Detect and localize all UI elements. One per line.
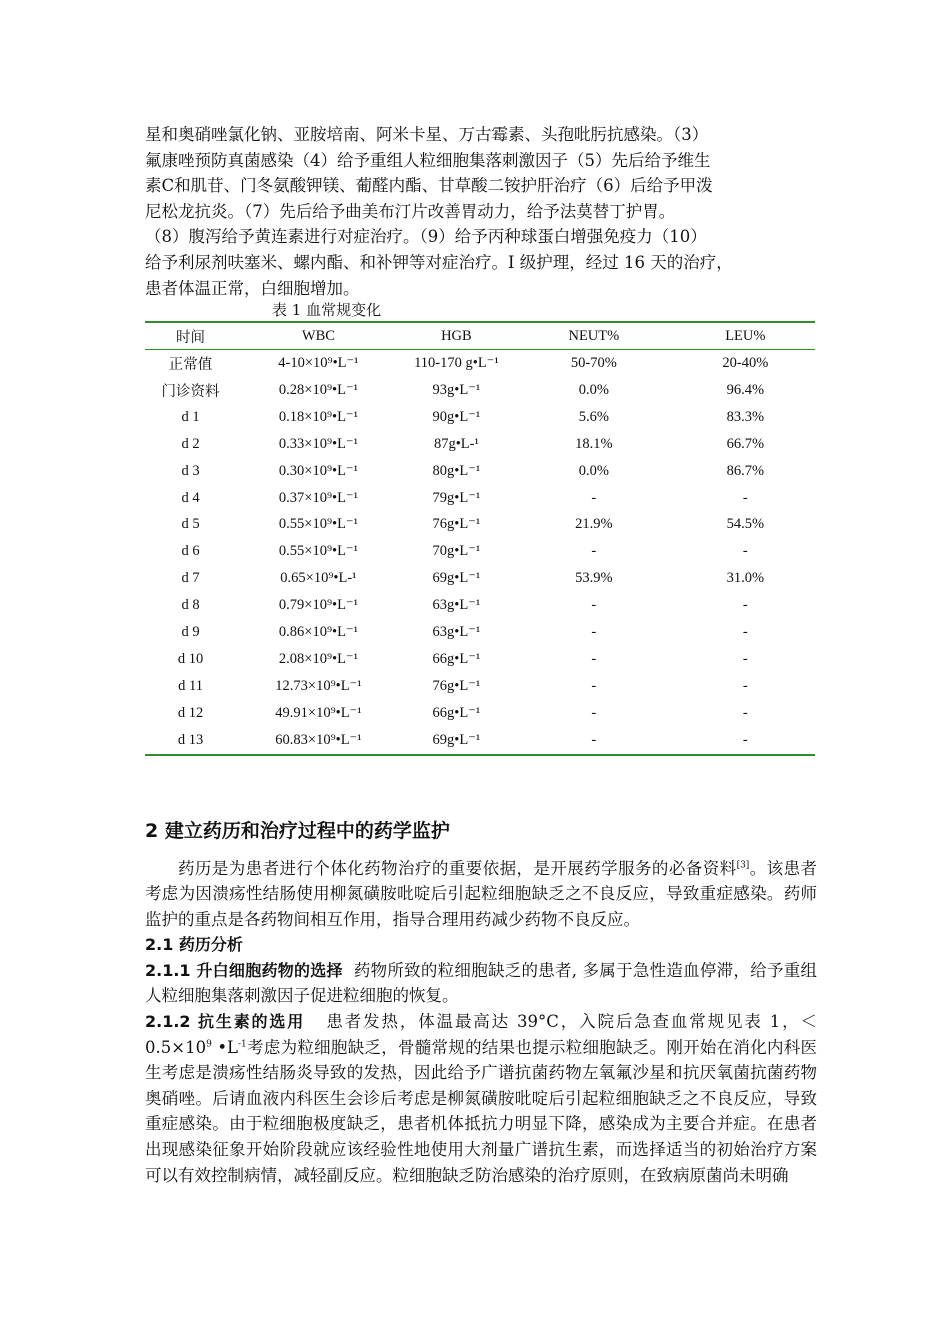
wbc-cell: 0.79×10⁹•L⁻¹ bbox=[278, 597, 358, 614]
hgb-cell: 110-170 g•L⁻¹ bbox=[414, 355, 499, 372]
intro-line: 星和奥硝唑氯化钠、亚胺培南、阿米卡星、万古霉素、头孢吡肟抗感染。（3） bbox=[145, 125, 709, 144]
time-cell: d 3 bbox=[181, 462, 200, 479]
hgb-cell: 80g•L⁻¹ bbox=[432, 462, 481, 479]
hgb-cell: 69g•L⁻¹ bbox=[432, 570, 481, 587]
wbc-cell: 0.86×10⁹•L⁻¹ bbox=[278, 624, 358, 640]
exponent: -1 bbox=[238, 1039, 247, 1050]
para1-text-b: 。该患者考虑为因溃疡性结肠使用柳氮磺胺吡啶后引起粒细胞缺乏之不良反应，导致重症感染。药师监护的重点是各药物间相互作用，指导合理用药减少药物不良反应。 bbox=[145, 858, 818, 929]
hgb-cell: 63g•L⁻¹ bbox=[432, 597, 481, 614]
table-row bbox=[145, 458, 815, 485]
hgb-cell: 63g•L⁻¹ bbox=[432, 624, 481, 640]
hgb-cell: 69g•L⁻¹ bbox=[432, 731, 481, 748]
leu-cell: - bbox=[742, 704, 748, 721]
neut-cell: - bbox=[591, 650, 597, 667]
hgb-cell: 66g•L⁻¹ bbox=[432, 650, 481, 667]
table-row bbox=[145, 673, 815, 700]
header-leu: LEU% bbox=[676, 322, 815, 350]
time-cell: d 4 bbox=[181, 489, 200, 506]
neut-cell: - bbox=[591, 597, 597, 614]
neut-cell: - bbox=[591, 543, 597, 560]
header-time: 时间 bbox=[145, 322, 236, 350]
citation-ref: [3] bbox=[736, 860, 750, 871]
hgb-cell: 70g•L⁻¹ bbox=[432, 543, 481, 560]
wbc-cell: 49.91×10⁹•L⁻¹ bbox=[275, 704, 362, 721]
table-header-row bbox=[145, 322, 815, 350]
neut-cell: - bbox=[591, 489, 597, 506]
neut-cell: 0.0% bbox=[578, 381, 609, 398]
wbc-cell: 2.08×10⁹•L⁻¹ bbox=[278, 650, 358, 667]
leu-cell: - bbox=[742, 650, 748, 667]
neut-cell: - bbox=[591, 704, 597, 721]
table-row bbox=[145, 485, 815, 512]
neut-cell: - bbox=[591, 677, 597, 694]
intro-line: 患者体温正常，白细胞增加。 bbox=[145, 278, 360, 298]
table-row bbox=[145, 350, 815, 377]
table-row bbox=[145, 700, 815, 727]
subsection-2-1-2-lead: 2.1.2 抗生素的选用 bbox=[145, 1012, 306, 1032]
leu-cell: 96.4% bbox=[726, 381, 765, 398]
table-row bbox=[145, 592, 815, 619]
intro-line: （8）腹泻给予黄连素进行对症治疗。（9）给予丙种球蛋白增强免疫力（10） bbox=[145, 227, 707, 247]
hgb-cell: 93g•L⁻¹ bbox=[432, 381, 481, 398]
header-neut: NEUT% bbox=[512, 322, 676, 350]
subsection-2-1-2-text-c: 考虑为粒细胞缺乏，骨髓常规的结果也提示粒细胞缺乏。刚开始在消化内科医生考虑是溃疡性结肠炎导致的发热，因此给予广谱抗菌药物左氧氟沙星和抗厌氧菌抗菌药物奥硝唑。后请血液内科医生会诊后考虑是柳氮磺胺吡啶后引起粒细胞缺乏之不良反应，导致重症感染。由于粒细胞极度缺乏，患者机体抵抗力明显下降，感染成为主要合并症。在患者出现感染征象开始阶段就应该经验性地使用大剂量广谱抗生素，而选择适当的初始治疗方案可以有效控制病情，减轻副反应。粒细胞缺乏防治感染的治疗原则，在致病原菌尚未明确 bbox=[145, 1037, 818, 1185]
leu-cell: - bbox=[742, 731, 748, 748]
table-row bbox=[145, 727, 815, 755]
wbc-cell: 0.37×10⁹•L⁻¹ bbox=[278, 489, 358, 506]
wbc-cell: 0.33×10⁹•L⁻¹ bbox=[278, 435, 358, 452]
leu-cell: - bbox=[742, 624, 748, 640]
wbc-cell: 0.55×10⁹•L⁻¹ bbox=[278, 516, 358, 533]
hgb-cell: 76g•L⁻¹ bbox=[432, 516, 481, 533]
intro-paragraph bbox=[145, 122, 817, 301]
exponent: 9 bbox=[206, 1039, 212, 1050]
subsection-2-1-1-paragraph bbox=[145, 958, 817, 1009]
hgb-cell: 87g•L-¹ bbox=[433, 435, 479, 452]
leu-cell: 83.3% bbox=[726, 408, 765, 425]
time-cell: d 12 bbox=[177, 704, 204, 721]
intro-line: 氟康唑预防真菌感染（4）给予重组人粒细胞集落刺激因子（5）先后给予维生 bbox=[145, 150, 711, 170]
table-row bbox=[145, 646, 815, 673]
neut-cell: 50-70% bbox=[570, 355, 617, 372]
leu-cell: - bbox=[742, 597, 748, 614]
wbc-cell: 60.83×10⁹•L⁻¹ bbox=[275, 731, 362, 748]
intro-line: 给予利尿剂呋塞米、螺内酯、和补钾等对症治疗。I 级护理，经过 16 天的治疗， bbox=[145, 252, 733, 272]
leu-cell: - bbox=[742, 489, 748, 506]
intro-line: 素C和肌苷、门冬氨酸钾镁、葡醛内酯、甘草酸二铵护肝治疗（6）后给予甲泼 bbox=[145, 176, 713, 196]
wbc-cell: 0.30×10⁹•L⁻¹ bbox=[278, 462, 358, 479]
neut-cell: 0.0% bbox=[578, 462, 609, 479]
subsection-2-1-2-text-b: •L bbox=[211, 1037, 239, 1057]
blood-routine-table bbox=[145, 321, 815, 755]
neut-cell: 53.9% bbox=[575, 570, 613, 587]
neut-cell: 5.6% bbox=[578, 408, 609, 425]
header-hgb: HGB bbox=[401, 322, 512, 350]
time-cell: d 2 bbox=[181, 435, 200, 452]
leu-cell: - bbox=[742, 543, 748, 560]
subsection-2-1-1-lead: 2.1.1 升白细胞药物的选择 bbox=[145, 960, 343, 980]
neut-cell: 18.1% bbox=[575, 435, 613, 452]
table-caption: 表 1 血常规变化 bbox=[272, 301, 382, 320]
subsection-2-1-2-paragraph bbox=[145, 1009, 817, 1188]
intro-line: 尼松龙抗炎。（7）先后给予曲美布汀片改善胃动力，给予法莫替丁护胃。 bbox=[145, 201, 676, 221]
table-row bbox=[145, 538, 815, 565]
leu-cell: 20-40% bbox=[722, 355, 769, 372]
time-cell: d 1 bbox=[181, 408, 200, 425]
table-row bbox=[145, 377, 815, 404]
leu-cell: 31.0% bbox=[726, 570, 765, 587]
header-wbc: WBC bbox=[236, 322, 401, 350]
time-cell: d 13 bbox=[177, 731, 204, 748]
wbc-cell: 4-10×10⁹•L⁻¹ bbox=[278, 355, 359, 372]
wbc-cell: 0.28×10⁹•L⁻¹ bbox=[278, 381, 358, 398]
time-cell: d 5 bbox=[181, 516, 200, 533]
neut-cell: - bbox=[591, 731, 597, 748]
time-cell: d 11 bbox=[178, 677, 203, 694]
time-cell: d 7 bbox=[181, 570, 200, 587]
subsection-2-1-1-text: 药物所致的粒细胞缺乏的患者, 多属于急性造血停滞，给予重组人粒细胞集落刺激因子促进粒细胞的恢复。 bbox=[145, 960, 817, 1006]
leu-cell: 66.7% bbox=[726, 435, 765, 452]
wbc-cell: 0.65×10⁹•L-¹ bbox=[280, 570, 357, 587]
section-2-title: 2 建立药历和治疗过程中的药学监护 bbox=[145, 819, 450, 842]
time-cell: d 8 bbox=[181, 597, 200, 614]
hgb-cell: 90g•L⁻¹ bbox=[432, 408, 481, 425]
wbc-cell: 0.18×10⁹•L⁻¹ bbox=[278, 408, 358, 425]
hgb-cell: 79g•L⁻¹ bbox=[432, 489, 481, 506]
time-cell: d 9 bbox=[181, 624, 200, 640]
time-cell: d 10 bbox=[177, 650, 204, 667]
document-page bbox=[145, 122, 817, 1188]
table-row bbox=[145, 431, 815, 458]
table-row bbox=[145, 512, 815, 539]
wbc-cell: 0.55×10⁹•L⁻¹ bbox=[278, 543, 358, 560]
neut-cell: - bbox=[591, 624, 597, 640]
table-row bbox=[145, 565, 815, 592]
time-cell: 正常值 bbox=[168, 357, 213, 374]
section-2-paragraph bbox=[145, 856, 817, 933]
leu-cell: 86.7% bbox=[726, 462, 765, 479]
hgb-cell: 76g•L⁻¹ bbox=[432, 677, 481, 694]
neut-cell: 21.9% bbox=[575, 516, 613, 533]
table-row bbox=[145, 619, 815, 646]
hgb-cell: 66g•L⁻¹ bbox=[432, 704, 481, 721]
time-cell: d 6 bbox=[181, 543, 200, 560]
table-body bbox=[145, 350, 815, 755]
subsection-2-1-title: 2.1 药历分析 bbox=[145, 935, 243, 955]
leu-cell: - bbox=[742, 677, 748, 694]
wbc-cell: 12.73×10⁹•L⁻¹ bbox=[275, 677, 362, 694]
leu-cell: 54.5% bbox=[726, 516, 765, 533]
table-row bbox=[145, 404, 815, 431]
para1-text-a: 药历是为患者进行个体化药物治疗的重要依据，是开展药学服务的必备资料 bbox=[178, 858, 737, 878]
time-cell: 门诊资料 bbox=[161, 383, 220, 400]
subsection-2-1-2-text-a: 患者发热，体温最高达 39°C，入院后急查血常规见表 1，＜0.5×10 bbox=[145, 1012, 817, 1057]
